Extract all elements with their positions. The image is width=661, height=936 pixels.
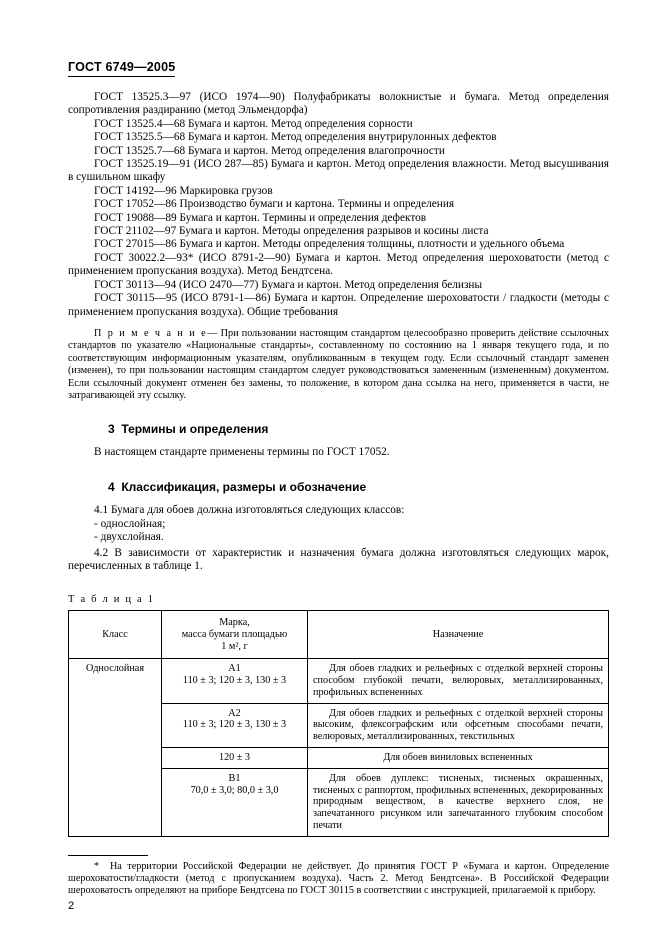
table-cell-mark <box>162 748 308 769</box>
table-row <box>69 659 609 703</box>
table-cell-mark <box>162 703 308 747</box>
table-header-mark-line3: 1 м², г <box>221 640 248 652</box>
classification-table <box>68 610 609 837</box>
class-list-item-2: - двухслойная. <box>94 531 164 544</box>
section-heading-3 <box>108 422 609 436</box>
purpose-text: Для обоев гладких и рельефных с отделкой верхней стороны способом глубокой печати, велюровых, металлизированных, профильных вспененных <box>313 663 603 698</box>
page-number: 2 <box>68 900 75 912</box>
list-item: ГОСТ 30022.2—93* (ИСО 8791-2—90) Бумага и картон. Метод определения шероховатости (метод с применением пропускания воздуха). Метод Бендтсена. <box>68 251 609 278</box>
table-header-mark-line1: Марка, <box>219 616 250 628</box>
table-cell-purpose <box>308 748 609 769</box>
section-heading-4 <box>108 480 609 494</box>
section-number: 3 <box>108 422 115 437</box>
mark-name: В1 <box>228 772 241 784</box>
list-item: ГОСТ 17052—86 Производство бумаги и картона. Термины и определения <box>94 198 455 211</box>
list-item: ГОСТ 13525.19—91 (ИСО 287—85) Бумага и картон. Метод определения влажности. Метод высушивания в сушильном шкафу <box>68 158 609 184</box>
table-cell-purpose <box>308 768 609 836</box>
section-number: 4 <box>108 479 115 494</box>
mark-name: А2 <box>228 707 241 719</box>
list-item: ГОСТ 13525.5—68 Бумага и картон. Метод определения внутрирулонных дефектов <box>94 131 497 144</box>
purpose-text: Для обоев дуплекс: тисненых, тисненых окрашенных, тисненых с раппортом, профильных вспененных, декорированных природным веществом, в качестве верхнего слоя, не запечатанного рисунком или запечатанного глубоким способом печати <box>313 772 603 832</box>
mark-value: 70,0 ± 3,0; 80,0 ± 3,0 <box>190 784 279 796</box>
footnote-divider <box>68 855 148 856</box>
note-block <box>68 328 609 402</box>
table-header-mark <box>162 610 308 658</box>
purpose-text: Для обоев гладких и рельефных с отделкой верхней стороны высоким, флексографским или офсетным способами печати, велюровых, металлизированных, текстильных <box>313 707 603 743</box>
note-label: П р и м е ч а н и е <box>94 327 208 339</box>
footnote-marker: * <box>94 860 100 872</box>
class-list-item-1: - однослойная; <box>94 517 166 530</box>
page-header: ГОСТ 6749—2005 <box>68 60 175 77</box>
section-3-paragraph: В настоящем стандарте применены термины по ГОСТ 17052. <box>94 446 390 459</box>
table-cell-purpose <box>308 703 609 747</box>
purpose-text: Для обоев виниловых вспененных <box>383 752 533 764</box>
section-title-text: Классификация, размеры и обозначение <box>121 479 367 494</box>
list-item: ГОСТ 27015—86 Бумага и картон. Методы определения толщины, плотности и удельного объема <box>94 238 565 251</box>
table-caption: Т а б л и ц а 1 <box>68 593 155 605</box>
section-title-text: Термины и определения <box>121 422 269 437</box>
table-header-row <box>69 610 609 658</box>
mark-value: 110 ± 3; 120 ± 3, 130 ± 3 <box>182 719 287 731</box>
note-text: — При пользовании настоящим стандартом целесообразно проверить действие ссылочных стандартов по указателю «Национальные стандарты», составленному по состоянию на 1 января текущего года, и по соответствующим информационным указателям, опубликованным в текущем году. Если ссылочный стандарт заменен (изменен), то при пользовании настоящим стандартом следует руководствоваться замененным (измененным) документом. Если ссылочный документ отменен без замены, то положение, в котором дана ссылка на него, применяется в части, не затрагивающей эту ссылку. <box>68 327 609 401</box>
section-4-paragraph-1: 4.1 Бумага для обоев должна изготовляться следующих классов: <box>94 503 405 516</box>
list-item: ГОСТ 19088—89 Бумага и картон. Термины и определения дефектов <box>94 211 427 224</box>
list-item: ГОСТ 13525.7—68 Бумага и картон. Метод определения влагопрочности <box>94 144 445 157</box>
table-cell-class: Однослойная <box>69 659 162 837</box>
section-4-paragraph-2: 4.2 В зависимости от характеристик и назначения бумага должна изготовляться следующих марок, перечисленных в таблице 1. <box>68 546 609 573</box>
footnote-text: На территории Российской Федерации не действует. До принятия ГОСТ Р «Бумага и картон. Определение шероховатости/гладкости (метод с пропусканием воздуха). Часть 2. Метод Бендтсена». В Российской Федерации шероховатость определяют на приборе Бендтсена по ГОСТ 30115 в соответствии с инструкцией, прилагаемой к прибору. <box>68 860 609 897</box>
table-header-mark-line2: масса бумаги площадью <box>181 628 288 640</box>
table-cell-mark <box>162 659 308 703</box>
mark-value: 110 ± 3; 120 ± 3, 130 ± 3 <box>182 675 287 687</box>
list-item: ГОСТ 13525.4—68 Бумага и картон. Метод определения сорности <box>94 117 413 130</box>
table-cell-mark <box>162 768 308 836</box>
footnote <box>68 861 609 898</box>
references-list <box>68 91 609 319</box>
list-item: ГОСТ 21102—97 Бумага и картон. Методы определения разрывов и косины листа <box>94 225 489 238</box>
mark-name: А1 <box>228 663 241 675</box>
list-item: ГОСТ 30113—94 (ИСО 2470—77) Бумага и картон. Метод определения белизны <box>94 278 483 291</box>
mark-value: 120 ± 3 <box>218 752 251 764</box>
table-header-class: Класс <box>69 610 162 658</box>
list-item: ГОСТ 14192—96 Маркировка грузов <box>94 184 273 197</box>
list-item: ГОСТ 30115—95 (ИСО 8791-1—86) Бумага и картон. Определение шероховатости / гладкости (методы с применением пропускания воздуха). Общие требования <box>68 292 609 318</box>
table-cell-purpose <box>308 659 609 703</box>
table-header-purpose: Назначение <box>308 610 609 658</box>
list-item: ГОСТ 13525.3—97 (ИСО 1974—90) Полуфабрикаты волокнистые и бумага. Метод определения сопротивления раздиранию (метод Эльмендорфа) <box>68 91 609 117</box>
